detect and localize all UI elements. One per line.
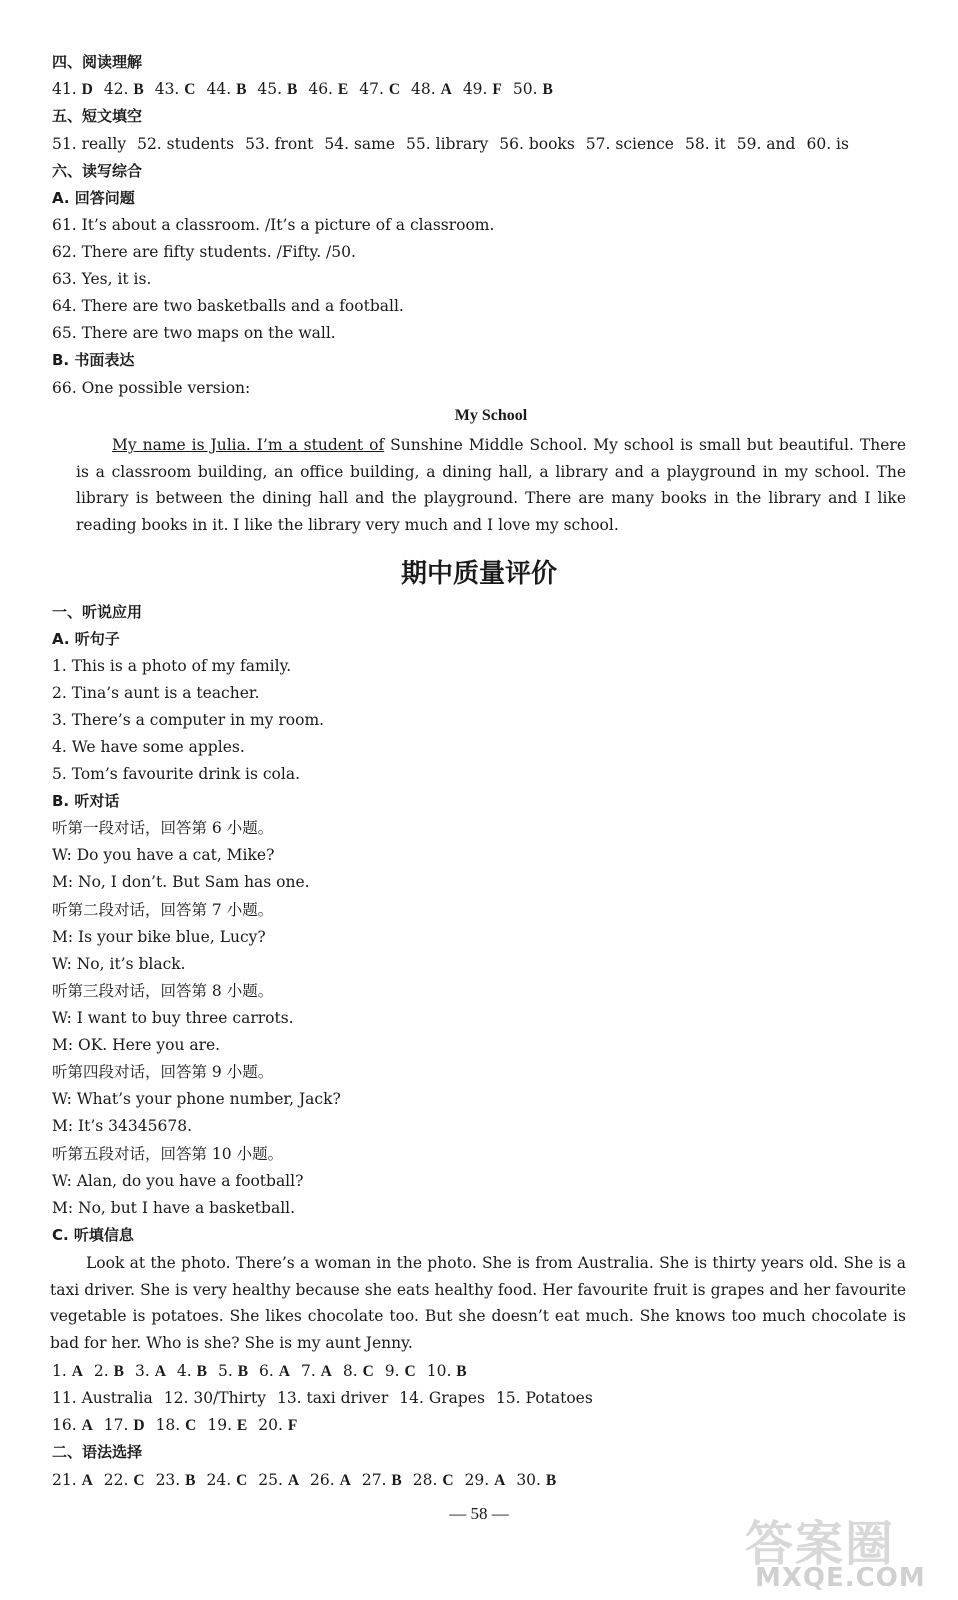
essay-paragraph [76, 432, 906, 538]
answers-51-60 [52, 134, 860, 154]
watermark-en: MXQE.COM [755, 1563, 926, 1593]
section-heading-reading: 四、阅读理解 [52, 53, 143, 71]
answer-item: 57. science [585, 135, 674, 153]
answer-item: 2. B [93, 1362, 124, 1380]
answer-item: 12. 30/Thirty [163, 1389, 266, 1407]
q66-line: 66. One possible version: [52, 379, 251, 397]
listening-passage: Look at the photo. There’s a woman in the photo. She is from Australia. She is thirty years old. She is a taxi driver. She is very healthy because she eats healthy food. Her favourite fruit is grapes and her favourite vegetable is potatoes. She likes chocolate too. But she doesn’t eat much. She knows too much chocolate is bad for her. Who is she? She is my aunt Jenny. [50, 1254, 906, 1352]
answer-item: 20. F [258, 1416, 298, 1434]
answer-item: 41. D [52, 80, 93, 98]
section-heading-cloze: 五、短文填空 [52, 107, 143, 125]
subheading-writing: B. 书面表达 [52, 351, 135, 369]
dialogue-line: W: Do you have a cat, Mike? [52, 846, 275, 864]
answer-item: 13. taxi driver [276, 1389, 389, 1407]
answer-item: 56. books [499, 135, 575, 153]
answer-item: 46. E [308, 80, 349, 98]
answer-item: 60. is [806, 135, 849, 153]
answer-item: 27. B [361, 1471, 402, 1489]
answer-item: 14. Grapes [399, 1389, 485, 1407]
dialogue-line: M: No, I don’t. But Sam has one. [52, 873, 310, 891]
answer-item: 59. and [736, 135, 796, 153]
answer-item: 44. B [206, 80, 247, 98]
answer-item: 4. B [176, 1362, 207, 1380]
answers-41-50 [52, 79, 564, 100]
section-heading-reading-writing: 六、读写综合 [52, 162, 143, 180]
answer-item: 10. B [426, 1362, 467, 1380]
midterm-title: 期中质量评价 [400, 559, 557, 589]
dialogue-line: 听第五段对话，回答第 10 小题。 [52, 1145, 284, 1163]
qa-line: 63. Yes, it is. [52, 270, 152, 288]
dialogue-line: 听第三段对话，回答第 8 小题。 [52, 982, 274, 1000]
sentence-line: 1. This is a photo of my family. [52, 657, 292, 675]
answer-item: 24. C [206, 1471, 248, 1489]
page-number: — 58 — [449, 1504, 509, 1523]
qa-line: 65. There are two maps on the wall. [52, 324, 336, 342]
essay-body: Sunshine Middle School. My school is small but beautiful. There is a classroom building, an office building, a dining hall, a library and a playground in my school. The library is between the dining hall and the playground. There are many books in the library and I like reading books in it. I like the library very much and I love my school. [76, 436, 906, 534]
answer-item: 30. B [516, 1471, 557, 1489]
dialogue-line: M: OK. Here you are. [52, 1036, 221, 1054]
watermark-logo [745, 1505, 950, 1595]
dialogue-line: W: Alan, do you have a football? [52, 1172, 304, 1190]
answer-item: 47. C [359, 80, 401, 98]
sentence-line: 3. There’s a computer in my room. [52, 711, 325, 729]
answer-item: 48. A [411, 80, 452, 98]
answer-item: 53. front [245, 135, 314, 153]
answer-item: 26. A [310, 1471, 351, 1489]
section-heading-listening: 一、听说应用 [52, 603, 143, 621]
answer-item: 3. A [134, 1362, 166, 1380]
dialogue-line: M: No, but I have a basketball. [52, 1199, 296, 1217]
answer-item: 17. D [103, 1416, 145, 1434]
answer-item: 29. A [464, 1471, 506, 1489]
dialogue-line: 听第二段对话，回答第 7 小题。 [52, 901, 274, 919]
answer-item: 19. E [207, 1416, 248, 1434]
answer-item: 5. B [217, 1362, 249, 1380]
answer-item: 54. same [324, 135, 396, 153]
answers-1-10 [52, 1361, 478, 1382]
answer-item: 6. A [259, 1362, 290, 1380]
answer-item: 1. A [52, 1362, 83, 1380]
section-heading-grammar: 二、语法选择 [52, 1443, 143, 1461]
qa-line: 61. It’s about a classroom. /It’s a picture of a classroom. [52, 216, 495, 234]
answer-item: 7. A [300, 1362, 332, 1380]
answer-item: 22. C [103, 1471, 145, 1489]
dialogue-line: 听第四段对话，回答第 9 小题。 [52, 1063, 274, 1081]
subheading-dialogues: B. 听对话 [52, 792, 120, 810]
answer-item: 51. really [52, 135, 127, 153]
answer-item: 58. it [684, 135, 726, 153]
answer-item: 9. C [384, 1362, 416, 1380]
answer-item: 28. C [412, 1471, 454, 1489]
watermark-cn: 答案圈 [745, 1516, 896, 1572]
answer-item: 8. C [342, 1362, 374, 1380]
answer-item: 18. C [155, 1416, 197, 1434]
dialogue-line: M: It’s 34345678. [52, 1117, 192, 1135]
answer-item: 21. A [52, 1471, 93, 1489]
sentence-line: 4. We have some apples. [52, 738, 245, 756]
answer-item: 43. C [154, 80, 196, 98]
answer-item: 11. Australia [52, 1389, 153, 1407]
qa-line: 64. There are two basketballs and a football. [52, 297, 404, 315]
subheading-answer-questions: A. 回答问题 [52, 189, 135, 207]
answers-21-30 [52, 1470, 567, 1491]
answer-item: 45. B [257, 80, 298, 98]
essay-title: My School [454, 407, 528, 424]
answer-item: 25. A [258, 1471, 300, 1489]
dialogue-line: M: Is your bike blue, Lucy? [52, 928, 266, 946]
answer-item: 16. A [52, 1416, 93, 1434]
dialogue-line: W: No, it’s black. [52, 955, 186, 973]
answer-item: 52. students [137, 135, 235, 153]
dialogue-line: W: I want to buy three carrots. [52, 1009, 294, 1027]
answer-item: 49. F [462, 80, 502, 98]
answers-16-20 [52, 1415, 308, 1436]
sentence-line: 5. Tom’s favourite drink is cola. [52, 765, 300, 783]
dialogue-line: W: What’s your phone number, Jack? [52, 1090, 341, 1108]
answer-item: 42. B [103, 80, 144, 98]
answer-item: 50. B [512, 80, 553, 98]
dialogue-line: 听第一段对话，回答第 6 小题。 [52, 819, 274, 837]
essay-underlined: My name is Julia. I’m a student of [112, 436, 385, 454]
sentence-line: 2. Tina’s aunt is a teacher. [52, 684, 260, 702]
subheading-fill-info: C. 听填信息 [52, 1226, 134, 1244]
answer-item: 23. B [155, 1471, 196, 1489]
answers-11-15 [52, 1388, 604, 1408]
answer-item: 55. library [406, 135, 489, 153]
subheading-sentences: A. 听句子 [52, 630, 120, 648]
answer-item: 15. Potatoes [495, 1389, 593, 1407]
qa-line: 62. There are fifty students. /Fifty. /50. [52, 243, 356, 261]
